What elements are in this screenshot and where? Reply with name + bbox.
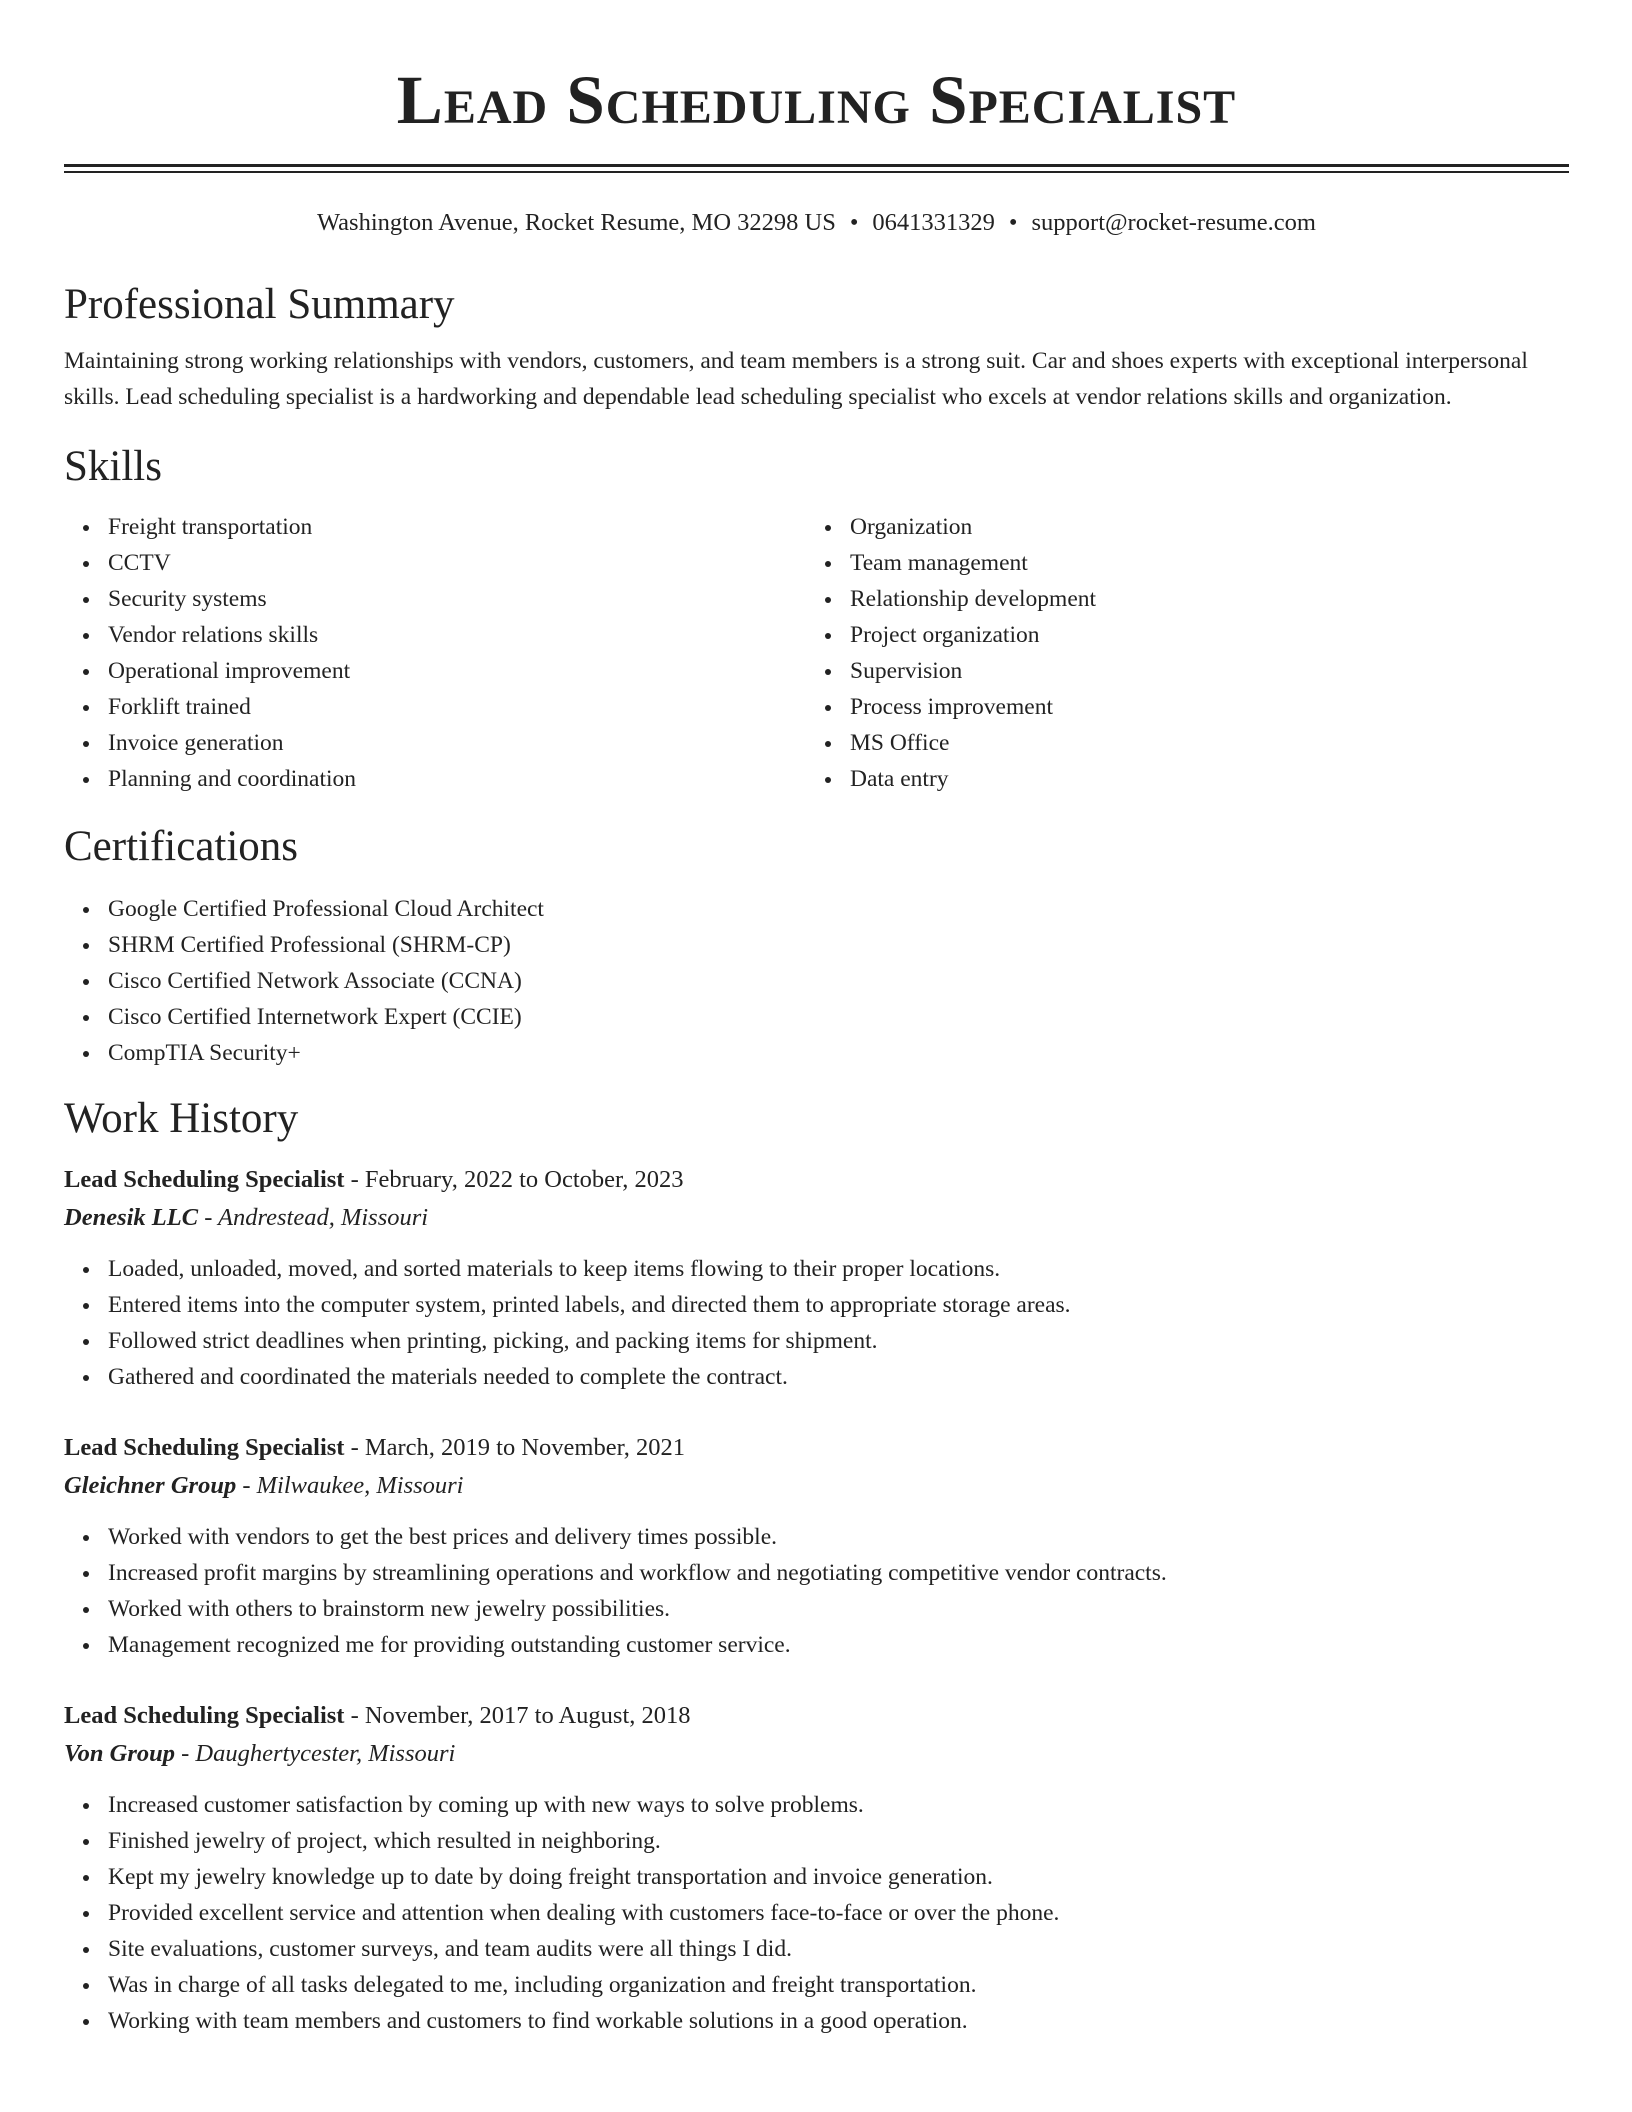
contact-line bbox=[64, 207, 1569, 239]
certifications-list bbox=[64, 891, 1569, 1071]
job-dates: - November, 2017 to August, 2018 bbox=[344, 1702, 691, 1729]
job-entry bbox=[64, 1697, 1569, 2039]
skill-item: Supervision bbox=[850, 653, 1548, 689]
skill-item: Planning and coordination bbox=[108, 761, 806, 797]
title-divider-thin bbox=[64, 171, 1569, 173]
job-company: Gleichner Group bbox=[64, 1472, 237, 1499]
job-bullet: Entered items into the computer system, printed labels, and directed them to appropriate storage areas. bbox=[108, 1287, 1569, 1323]
job-bullet: Was in charge of all tasks delegated to me, including organization and freight transportation. bbox=[108, 1967, 1569, 2003]
job-location: - Daughertycester, Missouri bbox=[174, 1740, 456, 1767]
certification-item: Cisco Certified Network Associate (CCNA) bbox=[108, 963, 1569, 999]
contact-phone: 0641331329 bbox=[872, 209, 995, 236]
job-bullet: Finished jewelry of project, which resulted in neighboring. bbox=[108, 1823, 1569, 1859]
skill-item: Freight transportation bbox=[108, 509, 806, 545]
job-bullets bbox=[64, 1787, 1569, 2039]
job-title: Lead Scheduling Specialist bbox=[64, 1702, 345, 1729]
skill-item: Project organization bbox=[850, 617, 1548, 653]
summary-text: Maintaining strong working relationships with vendors, customers, and team members is a strong suit. Car and shoes experts with exceptional interpersonal skills. Lead scheduling specialist is a hardworking and dependable lead scheduling specialist who excels at vendor relations skills and organization. bbox=[64, 348, 1528, 410]
certifications-heading: Certifications bbox=[64, 823, 299, 870]
job-bullet: Management recognized me for providing outstanding customer service. bbox=[108, 1627, 1569, 1663]
job-entry bbox=[64, 1429, 1569, 1663]
job-dates: - March, 2019 to November, 2021 bbox=[344, 1434, 686, 1461]
job-company: Denesik LLC bbox=[64, 1204, 199, 1231]
certification-item: Google Certified Professional Cloud Architect bbox=[108, 891, 1569, 927]
summary-heading: Professional Summary bbox=[64, 281, 455, 328]
certification-item: SHRM Certified Professional (SHRM-CP) bbox=[108, 927, 1569, 963]
job-company-line bbox=[64, 1467, 1569, 1505]
skill-item: Invoice generation bbox=[108, 725, 806, 761]
job-bullet: Worked with others to brainstorm new jewelry possibilities. bbox=[108, 1591, 1569, 1627]
skill-item: Operational improvement bbox=[108, 653, 806, 689]
job-company: Von Group bbox=[64, 1740, 175, 1767]
job-bullet: Site evaluations, customer surveys, and team audits were all things I did. bbox=[108, 1931, 1569, 1967]
skill-item: Process improvement bbox=[850, 689, 1548, 725]
work-history-heading: Work History bbox=[64, 1095, 299, 1142]
job-bullet: Followed strict deadlines when printing, picking, and packing items for shipment. bbox=[108, 1323, 1569, 1359]
contact-separator: • bbox=[1008, 209, 1018, 236]
job-bullets bbox=[64, 1251, 1569, 1395]
job-bullet: Provided excellent service and attention when dealing with customers face-to-face or over the phone. bbox=[108, 1895, 1569, 1931]
job-title: Lead Scheduling Specialist bbox=[64, 1434, 345, 1461]
job-title-line bbox=[64, 1161, 1569, 1199]
job-company-line bbox=[64, 1735, 1569, 1773]
skill-item: Security systems bbox=[108, 581, 806, 617]
job-title: Lead Scheduling Specialist bbox=[64, 1166, 345, 1193]
skill-item: Team management bbox=[850, 545, 1548, 581]
job-title-line bbox=[64, 1429, 1569, 1467]
job-bullet: Worked with vendors to get the best prices and delivery times possible. bbox=[108, 1519, 1569, 1555]
skills-list-left bbox=[64, 509, 806, 797]
job-dates: - February, 2022 to October, 2023 bbox=[344, 1166, 684, 1193]
title-divider-thick bbox=[64, 164, 1569, 167]
job-bullet: Increased customer satisfaction by coming up with new ways to solve problems. bbox=[108, 1787, 1569, 1823]
contact-email: support@rocket-resume.com bbox=[1031, 209, 1316, 236]
job-bullet: Increased profit margins by streamlining operations and workflow and negotiating competitive vendor contracts. bbox=[108, 1555, 1569, 1591]
job-location: - Andrestead, Missouri bbox=[198, 1204, 429, 1231]
job-company-line bbox=[64, 1199, 1569, 1237]
contact-separator: • bbox=[849, 209, 859, 236]
skill-item: Organization bbox=[850, 509, 1548, 545]
skills-column-left bbox=[64, 509, 806, 797]
certification-item: Cisco Certified Internetwork Expert (CCIE) bbox=[108, 999, 1569, 1035]
skills-heading: Skills bbox=[64, 443, 162, 490]
job-location: - Milwaukee, Missouri bbox=[236, 1472, 464, 1499]
skills-grid bbox=[64, 509, 1569, 797]
contact-address: Washington Avenue, Rocket Resume, MO 32298 US bbox=[317, 209, 836, 236]
skills-column-right bbox=[806, 509, 1548, 797]
skill-item: Vendor relations skills bbox=[108, 617, 806, 653]
job-bullets bbox=[64, 1519, 1569, 1663]
skill-item: CCTV bbox=[108, 545, 806, 581]
skill-item: MS Office bbox=[850, 725, 1548, 761]
skills-list-right bbox=[806, 509, 1548, 797]
resume-title: Lead Scheduling Specialist bbox=[396, 62, 1237, 138]
skill-item: Forklift trained bbox=[108, 689, 806, 725]
job-bullet: Gathered and coordinated the materials needed to complete the contract. bbox=[108, 1359, 1569, 1395]
resume-page bbox=[64, 0, 1569, 2039]
job-title-line bbox=[64, 1697, 1569, 1735]
certification-item: CompTIA Security+ bbox=[108, 1035, 1569, 1071]
job-entry bbox=[64, 1161, 1569, 1395]
skill-item: Relationship development bbox=[850, 581, 1548, 617]
job-bullet: Loaded, unloaded, moved, and sorted materials to keep items flowing to their proper locations. bbox=[108, 1251, 1569, 1287]
skill-item: Data entry bbox=[850, 761, 1548, 797]
job-bullet: Kept my jewelry knowledge up to date by doing freight transportation and invoice generation. bbox=[108, 1859, 1569, 1895]
job-bullet: Working with team members and customers to find workable solutions in a good operation. bbox=[108, 2003, 1569, 2039]
